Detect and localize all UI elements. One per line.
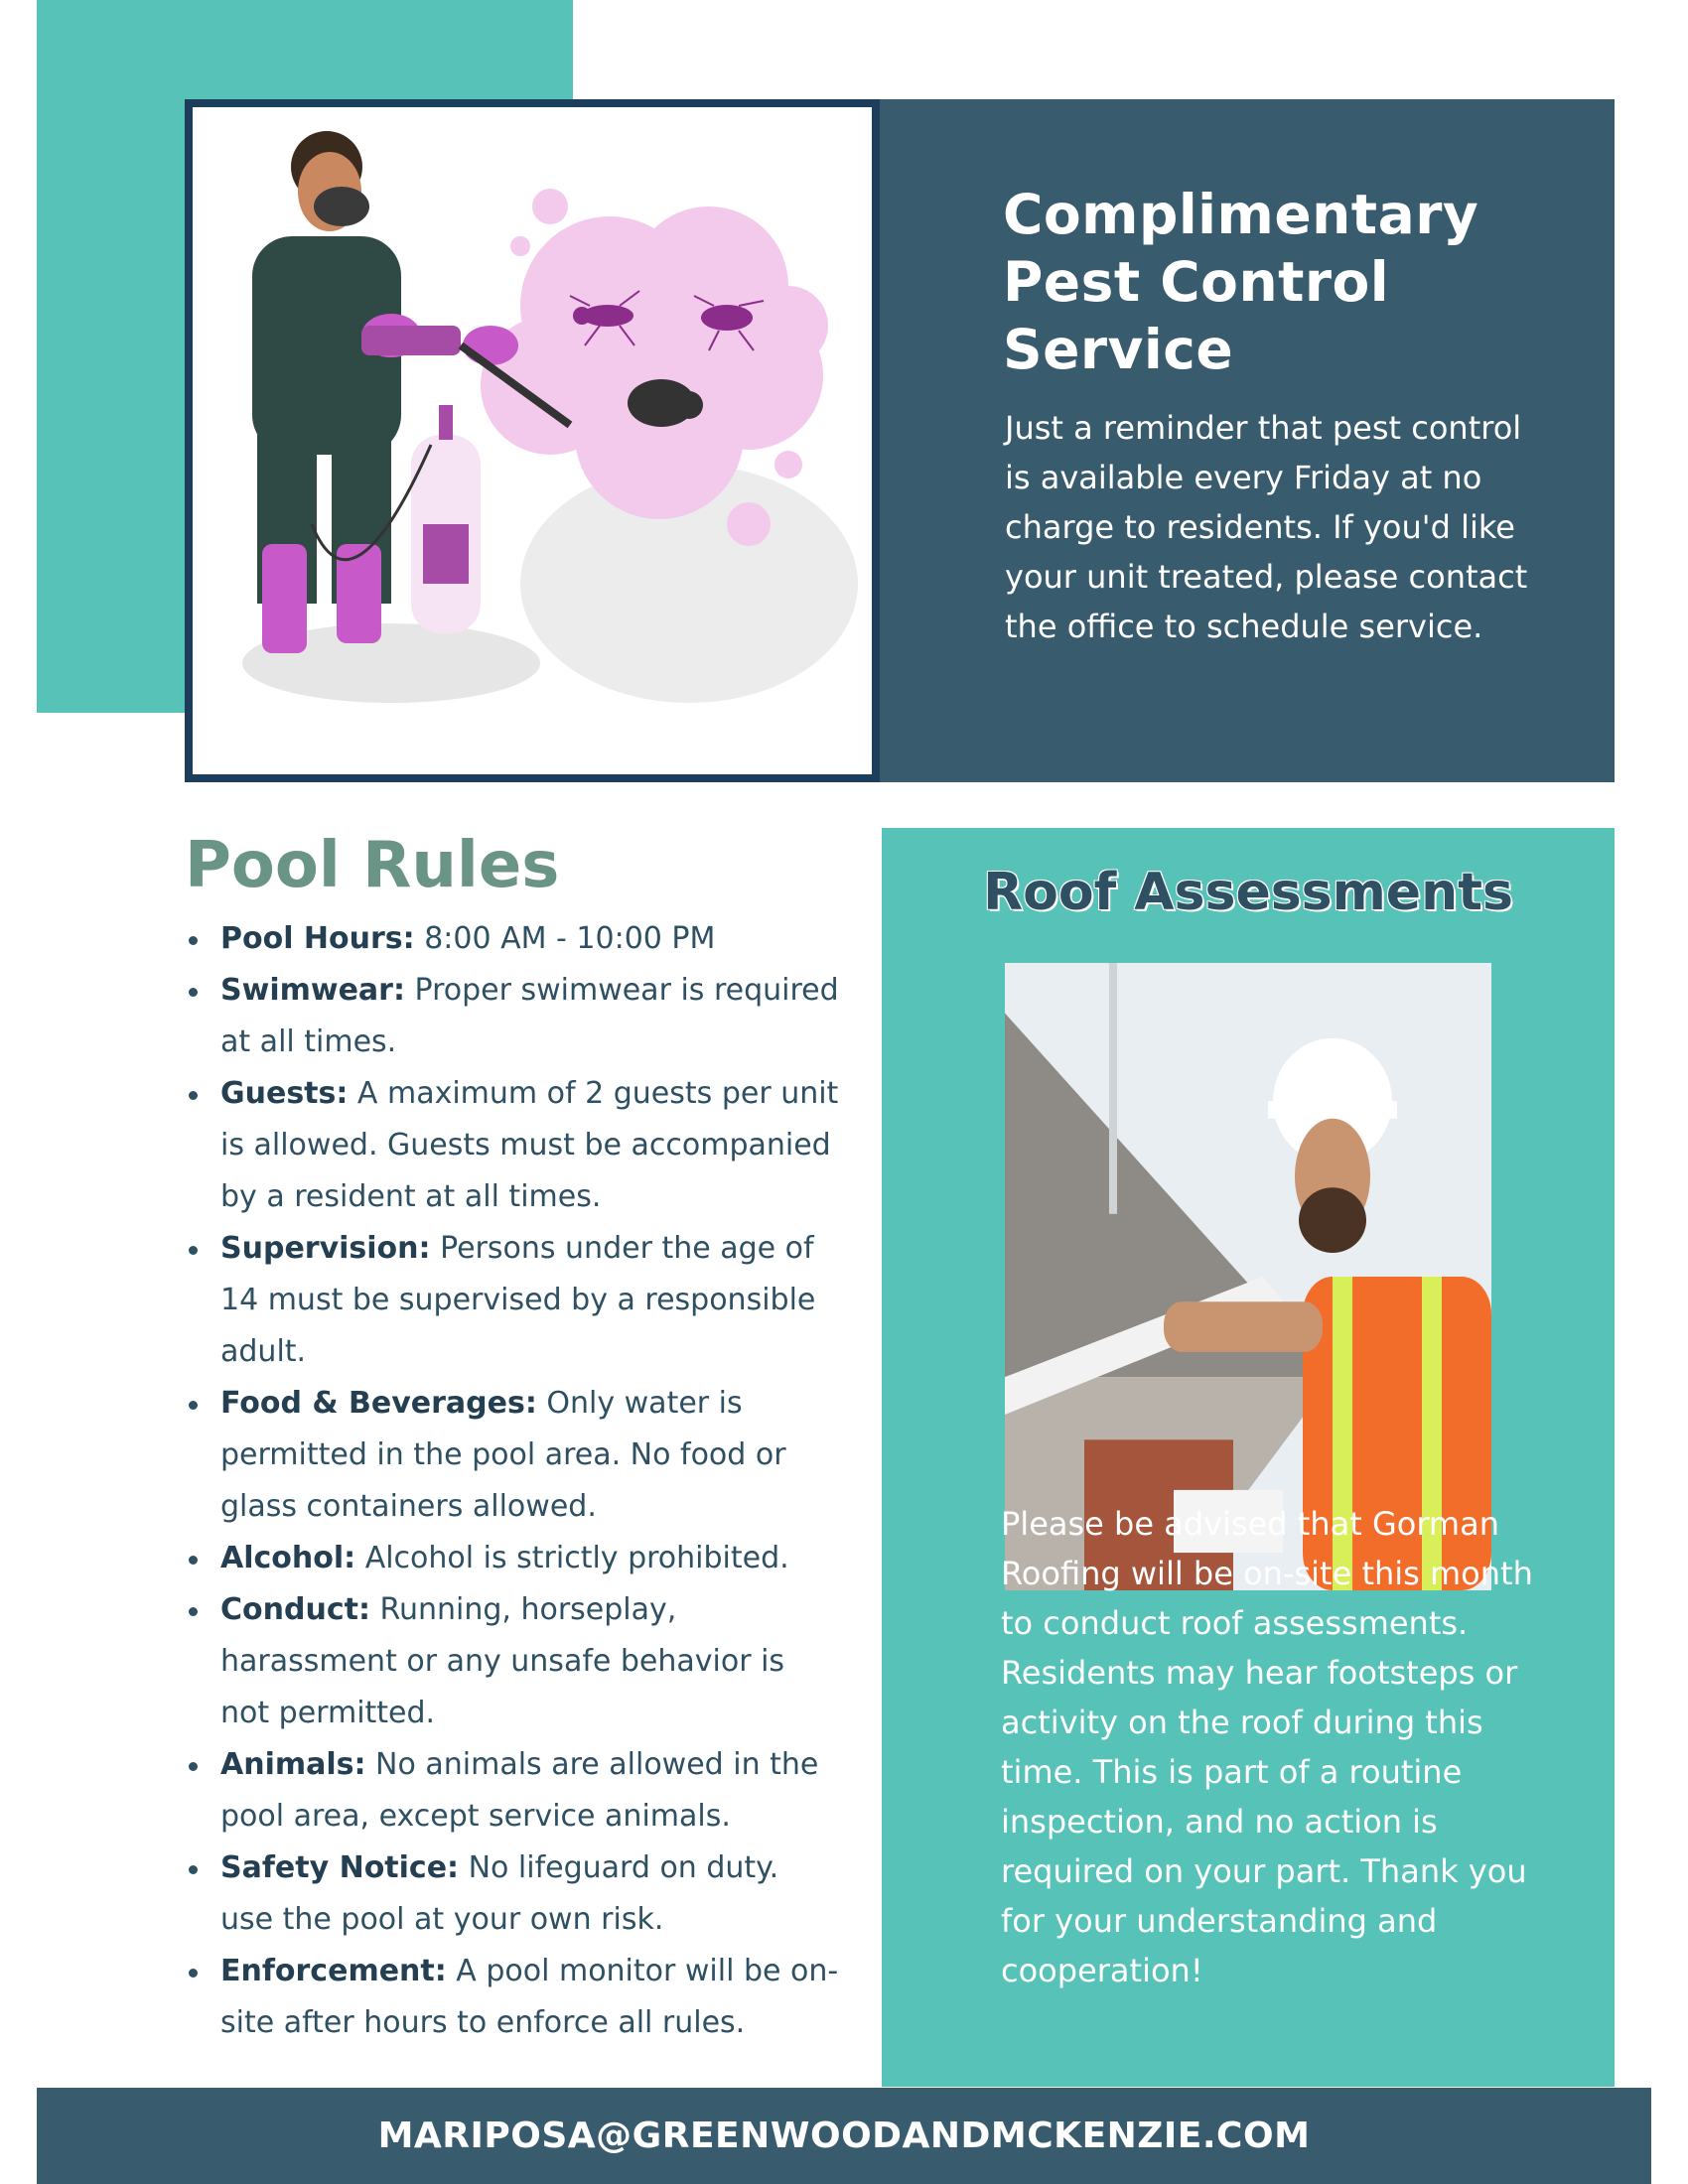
pool-rule-item	[185, 1378, 840, 1533]
bullet-icon	[189, 936, 198, 945]
footer-bar	[37, 2088, 1651, 2184]
pool-rule-item	[185, 965, 840, 1068]
roof-assessments-body: Please be advised that Gorman Roofing will be on-site this month to conduct roof assessments. Residents may hear footsteps or activity on the roof during this time. This is part of a routine inspection, and no action is required on your part. Thank you for your understanding and cooperation!	[1001, 1505, 1533, 1989]
bullet-icon	[189, 1556, 198, 1565]
roof-assessments-title: Roof Assessments	[983, 863, 1513, 922]
bullet-icon	[189, 1762, 198, 1771]
bullet-icon	[189, 1969, 198, 1978]
pool-rule-item	[185, 1584, 840, 1739]
exterminator-icon	[193, 107, 872, 774]
contact-email-link[interactable]: MARIPOSA@GREENWOODANDMCKENZIE.COM	[377, 2116, 1311, 2156]
pool-rule-item	[185, 1946, 840, 2049]
roof-assessments-panel	[882, 828, 1615, 2087]
rule-text: Proper swimwear is required at all times.	[220, 973, 839, 1059]
pool-rules-title: Pool Rules	[185, 829, 560, 902]
pool-rule-item	[185, 1068, 840, 1223]
rule-label: Pool Hours:	[220, 921, 415, 956]
pool-rule-item	[185, 1223, 840, 1378]
rule-label: Food & Beverages:	[220, 1386, 537, 1421]
bullet-icon	[189, 1607, 198, 1616]
rule-label: Enforcement:	[220, 1954, 447, 1988]
roof-inspector-photo	[1005, 963, 1491, 1590]
pool-rule-item	[185, 913, 840, 965]
rule-label: Guests:	[220, 1076, 349, 1111]
bullet-icon	[189, 1091, 198, 1100]
pool-rule-item	[185, 1533, 840, 1584]
bullet-icon	[189, 988, 198, 997]
rule-label: Safety Notice:	[220, 1850, 460, 1885]
pool-rules-list	[185, 913, 840, 2049]
rule-text: No lifeguard on duty. use the pool at your own risk.	[220, 1850, 779, 1937]
rule-label: Conduct:	[220, 1592, 370, 1627]
bullet-icon	[189, 1401, 198, 1410]
rule-text: Running, horseplay, harassment or any unsafe behavior is not permitted.	[220, 1592, 785, 1730]
bullet-icon	[189, 1865, 198, 1874]
rule-text: A maximum of 2 guests per unit is allowed. Guests must be accompanied by a resident at all times.	[220, 1076, 839, 1214]
pest-control-panel	[880, 99, 1615, 782]
rule-text: 8:00 AM - 10:00 PM	[414, 921, 716, 956]
pest-control-body: Just a reminder that pest control is available every Friday at no charge to residents. If you'd like your unit treated, please contact the office to schedule service.	[1005, 409, 1528, 645]
roof-inspector-icon	[1005, 963, 1491, 1590]
rule-text: Alcohol is strictly prohibited.	[355, 1541, 789, 1575]
pest-control-illustration	[185, 99, 880, 782]
rule-text: Persons under the age of 14 must be supervised by a responsible adult.	[220, 1231, 816, 1369]
bullet-icon	[189, 1246, 198, 1255]
rule-label: Supervision:	[220, 1231, 431, 1266]
rule-label: Swimwear:	[220, 973, 405, 1008]
rule-label: Alcohol:	[220, 1541, 356, 1575]
pest-control-title: Complimentary Pest Control Service	[1003, 183, 1479, 381]
rule-text: Only water is permitted in the pool area. No food or glass containers allowed.	[220, 1386, 786, 1524]
rule-label: Animals:	[220, 1747, 366, 1782]
rule-text: No animals are allowed in the pool area, except service animals.	[220, 1747, 819, 1834]
pool-rule-item	[185, 1739, 840, 1843]
pool-rule-item	[185, 1843, 840, 1946]
rule-text: A pool monitor will be on-site after hours to enforce all rules.	[220, 1954, 839, 2040]
